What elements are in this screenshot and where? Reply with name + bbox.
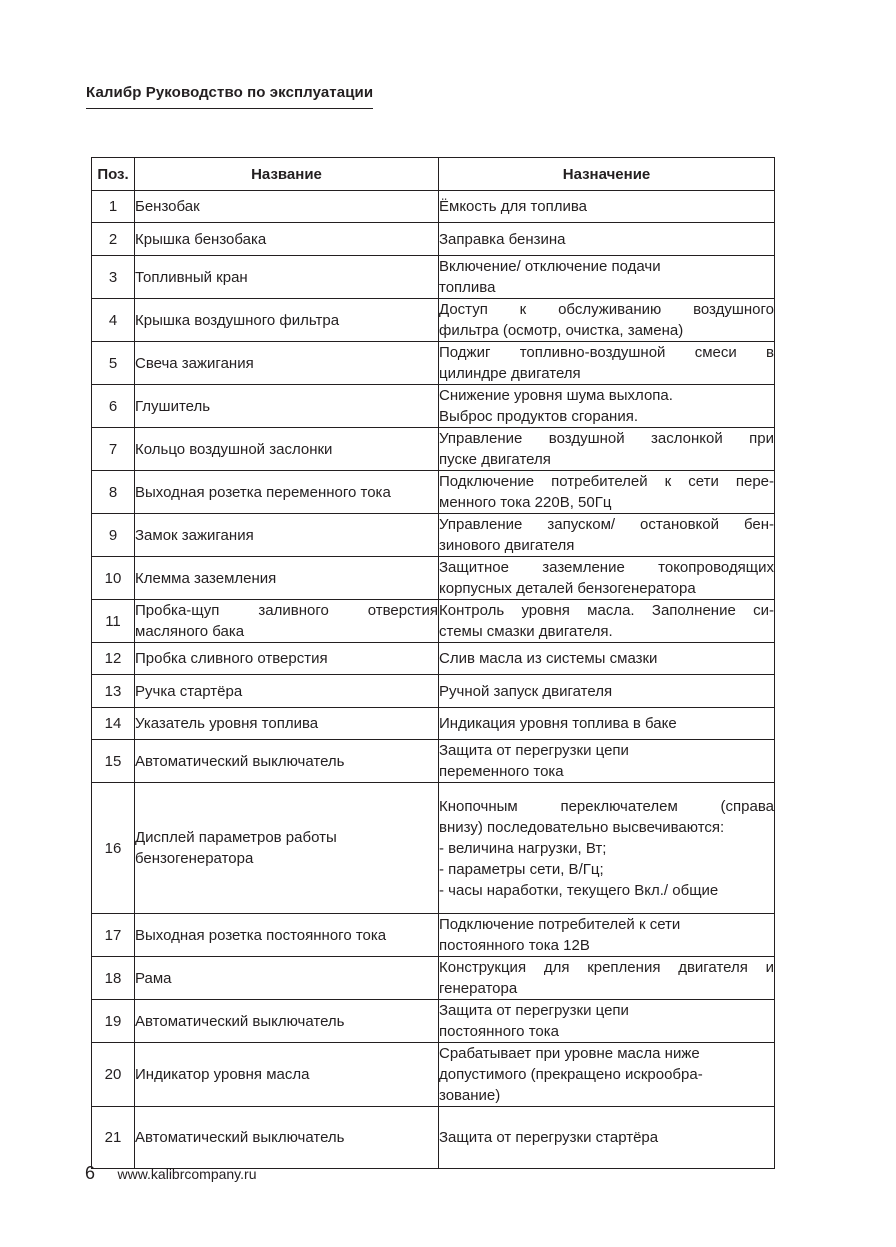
cell-name [135, 708, 439, 740]
cell-purpose-line: постоянного тока 12В [439, 937, 590, 954]
cell-name-line: Пробка-щуп заливного отверстия [135, 602, 438, 619]
table-row [92, 914, 775, 957]
cell-purpose-line: постоянного тока [439, 1023, 559, 1040]
cell-purpose-line: Конструкция для крепления двигателя и [439, 959, 774, 976]
cell-purpose-line: Включение/ отключение подачи [439, 258, 661, 275]
cell-position: 13 [92, 675, 135, 708]
cell-name-line: Крышка бензобака [135, 230, 267, 248]
cell-purpose [439, 675, 775, 708]
cell-position: 10 [92, 557, 135, 600]
cell-name-line: Указатель уровня топлива [135, 715, 319, 732]
cell-purpose [439, 471, 775, 514]
cell-name [135, 783, 439, 914]
cell-purpose-line: Защита от перегрузки стартёра [439, 1129, 659, 1146]
cell-purpose [439, 191, 775, 223]
table-row [92, 783, 775, 914]
cell-name [135, 1043, 439, 1107]
cell-purpose [439, 643, 775, 675]
cell-purpose-line: Защитное заземление токопроводящих [439, 559, 774, 576]
cell-purpose-line: Кнопочным переключателем (справа [439, 797, 774, 815]
table-body [92, 191, 775, 1169]
cell-purpose-line: генератора [439, 980, 518, 997]
cell-name [135, 428, 439, 471]
cell-name-line: Бензобак [135, 198, 200, 215]
cell-name-line: Выходная розетка переменного тока [135, 483, 391, 501]
page-header-title: Калибр Руководство по эксплуатации [86, 84, 373, 109]
cell-purpose [439, 740, 775, 783]
cell-purpose [439, 1043, 775, 1107]
cell-name [135, 1000, 439, 1043]
cell-position: 1 [92, 191, 135, 223]
cell-name-line: Клемма заземления [135, 569, 277, 587]
cell-name [135, 675, 439, 708]
table-row [92, 708, 775, 740]
table-row [92, 643, 775, 675]
cell-name [135, 957, 439, 1000]
cell-purpose [439, 600, 775, 643]
cell-purpose [439, 783, 775, 914]
table-row [92, 600, 775, 643]
cell-name [135, 223, 439, 256]
cell-position: 21 [92, 1107, 135, 1169]
cell-position: 20 [92, 1043, 135, 1107]
cell-name-line: Автоматический выключатель [135, 1012, 345, 1030]
cell-position: 3 [92, 256, 135, 299]
page-footer [85, 1163, 256, 1184]
cell-position: 17 [92, 914, 135, 957]
cell-purpose-line: переменного тока [439, 763, 564, 780]
cell-purpose-line: Контроль уровня масла. Заполнение си- [439, 602, 774, 619]
cell-position: 6 [92, 385, 135, 428]
cell-name-line: бензогенератора [135, 850, 254, 867]
cell-name [135, 385, 439, 428]
cell-position: 15 [92, 740, 135, 783]
cell-name [135, 514, 439, 557]
cell-name [135, 643, 439, 675]
cell-purpose [439, 514, 775, 557]
cell-purpose-line: топлива [439, 279, 496, 296]
cell-purpose [439, 1000, 775, 1043]
cell-purpose-line: менного тока 220В, 50Гц [439, 494, 612, 511]
cell-position: 12 [92, 643, 135, 675]
cell-name [135, 914, 439, 957]
cell-purpose-line: - параметры сети, В/Гц; [439, 860, 604, 878]
cell-purpose [439, 385, 775, 428]
cell-purpose [439, 299, 775, 342]
cell-purpose-line: Доступ к обслуживанию воздушного [439, 301, 774, 318]
cell-purpose-line: Защита от перегрузки цепи [439, 1002, 629, 1019]
table-row [92, 957, 775, 1000]
cell-purpose-line: Снижение уровня шума выхлопа. [439, 387, 673, 404]
column-header-name: Название [135, 158, 439, 191]
cell-name-line: Автоматический выключатель [135, 752, 345, 770]
cell-purpose [439, 957, 775, 1000]
cell-purpose-line: зинового двигателя [439, 537, 575, 554]
cell-name-line: Дисплей параметров работы [135, 829, 337, 846]
cell-position: 11 [92, 600, 135, 643]
cell-purpose-line: Выброс продуктов сгорания. [439, 408, 638, 425]
cell-purpose-line: Ручной запуск двигателя [439, 682, 613, 700]
cell-name-line: Индикатор уровня масла [135, 1066, 310, 1083]
cell-name-line: масляного бака [135, 623, 245, 640]
column-header-purpose: Назначение [439, 158, 775, 191]
table-row [92, 1107, 775, 1169]
cell-purpose-line: Защита от перегрузки цепи [439, 742, 629, 759]
table-row [92, 557, 775, 600]
cell-name-line: Автоматический выключатель [135, 1129, 345, 1146]
cell-name-line: Выходная розетка постоянного тока [135, 926, 387, 944]
parts-table [91, 157, 775, 1169]
table-row [92, 740, 775, 783]
table-header-row [92, 158, 775, 191]
cell-name-line: Пробка сливного отверстия [135, 650, 328, 667]
table-row [92, 299, 775, 342]
table-row [92, 223, 775, 256]
cell-purpose-line: - величина нагрузки, Вт; [439, 839, 607, 857]
cell-purpose [439, 223, 775, 256]
cell-position: 19 [92, 1000, 135, 1043]
cell-name-line: Рама [135, 969, 172, 987]
cell-name [135, 299, 439, 342]
table-row [92, 675, 775, 708]
page-number: 6 [85, 1163, 96, 1183]
cell-purpose-line: Управление запуском/ остановкой бен- [439, 516, 774, 533]
cell-purpose-line: цилиндре двигателя [439, 365, 581, 382]
cell-name [135, 557, 439, 600]
cell-purpose-line: Подключение потребителей к сети [439, 916, 681, 933]
cell-purpose-line: Управление воздушной заслонкой при [439, 430, 774, 447]
table-row [92, 256, 775, 299]
cell-purpose-line: Слив масла из системы смазки [439, 650, 658, 667]
cell-name [135, 740, 439, 783]
cell-purpose [439, 256, 775, 299]
table-row [92, 191, 775, 223]
cell-purpose-line: Срабатывает при уровне масла ниже [439, 1045, 700, 1062]
cell-purpose-line: Ёмкость для топлива [439, 198, 587, 215]
cell-name-line: Крышка воздушного фильтра [135, 311, 340, 329]
table-row [92, 471, 775, 514]
cell-purpose [439, 1107, 775, 1169]
cell-purpose-line: Заправка бензина [439, 230, 566, 248]
cell-purpose [439, 914, 775, 957]
cell-name [135, 600, 439, 643]
cell-name-line: Топливный кран [135, 268, 248, 286]
cell-purpose-line: Подключение потребителей к сети пере- [439, 473, 774, 490]
cell-name-line: Ручка стартёра [135, 682, 243, 700]
cell-purpose-line: пуске двигателя [439, 451, 551, 468]
cell-name [135, 342, 439, 385]
cell-purpose-line: Поджиг топливно-воздушной смеси в [439, 344, 774, 361]
cell-purpose-line: внизу) последовательно высвечиваются: [439, 818, 725, 836]
table-row [92, 1043, 775, 1107]
cell-name-line: Замок зажигания [135, 526, 254, 544]
cell-purpose-line: фильтра (осмотр, очистка, замена) [439, 322, 684, 339]
cell-name [135, 471, 439, 514]
cell-position: 9 [92, 514, 135, 557]
cell-name-line: Свеча зажигания [135, 354, 254, 372]
cell-purpose-line: стемы смазки двигателя. [439, 623, 613, 640]
cell-position: 16 [92, 783, 135, 914]
table-row [92, 385, 775, 428]
cell-purpose-line: допустимого (прекращено искрообра- [439, 1066, 703, 1083]
cell-position: 8 [92, 471, 135, 514]
table-row [92, 428, 775, 471]
cell-position: 5 [92, 342, 135, 385]
column-header-pos: Поз. [92, 158, 135, 191]
cell-name [135, 256, 439, 299]
cell-name [135, 1107, 439, 1169]
cell-position: 4 [92, 299, 135, 342]
table-row [92, 1000, 775, 1043]
cell-name-line: Кольцо воздушной заслонки [135, 440, 333, 458]
cell-purpose [439, 708, 775, 740]
table-row [92, 514, 775, 557]
cell-name [135, 191, 439, 223]
cell-position: 14 [92, 708, 135, 740]
cell-purpose-line: зование) [439, 1087, 501, 1104]
cell-name-line: Глушитель [135, 397, 211, 415]
cell-position: 2 [92, 223, 135, 256]
cell-purpose [439, 428, 775, 471]
cell-purpose-line: Индикация уровня топлива в баке [439, 715, 677, 732]
cell-purpose [439, 342, 775, 385]
cell-purpose [439, 557, 775, 600]
cell-purpose-line: корпусных деталей бензогенератора [439, 580, 696, 597]
cell-position: 18 [92, 957, 135, 1000]
website-link: www.kalibrcompany.ru [117, 1166, 257, 1182]
cell-purpose-line: - часы наработки, текущего Вкл./ общие [439, 881, 719, 899]
cell-position: 7 [92, 428, 135, 471]
table-row [92, 342, 775, 385]
